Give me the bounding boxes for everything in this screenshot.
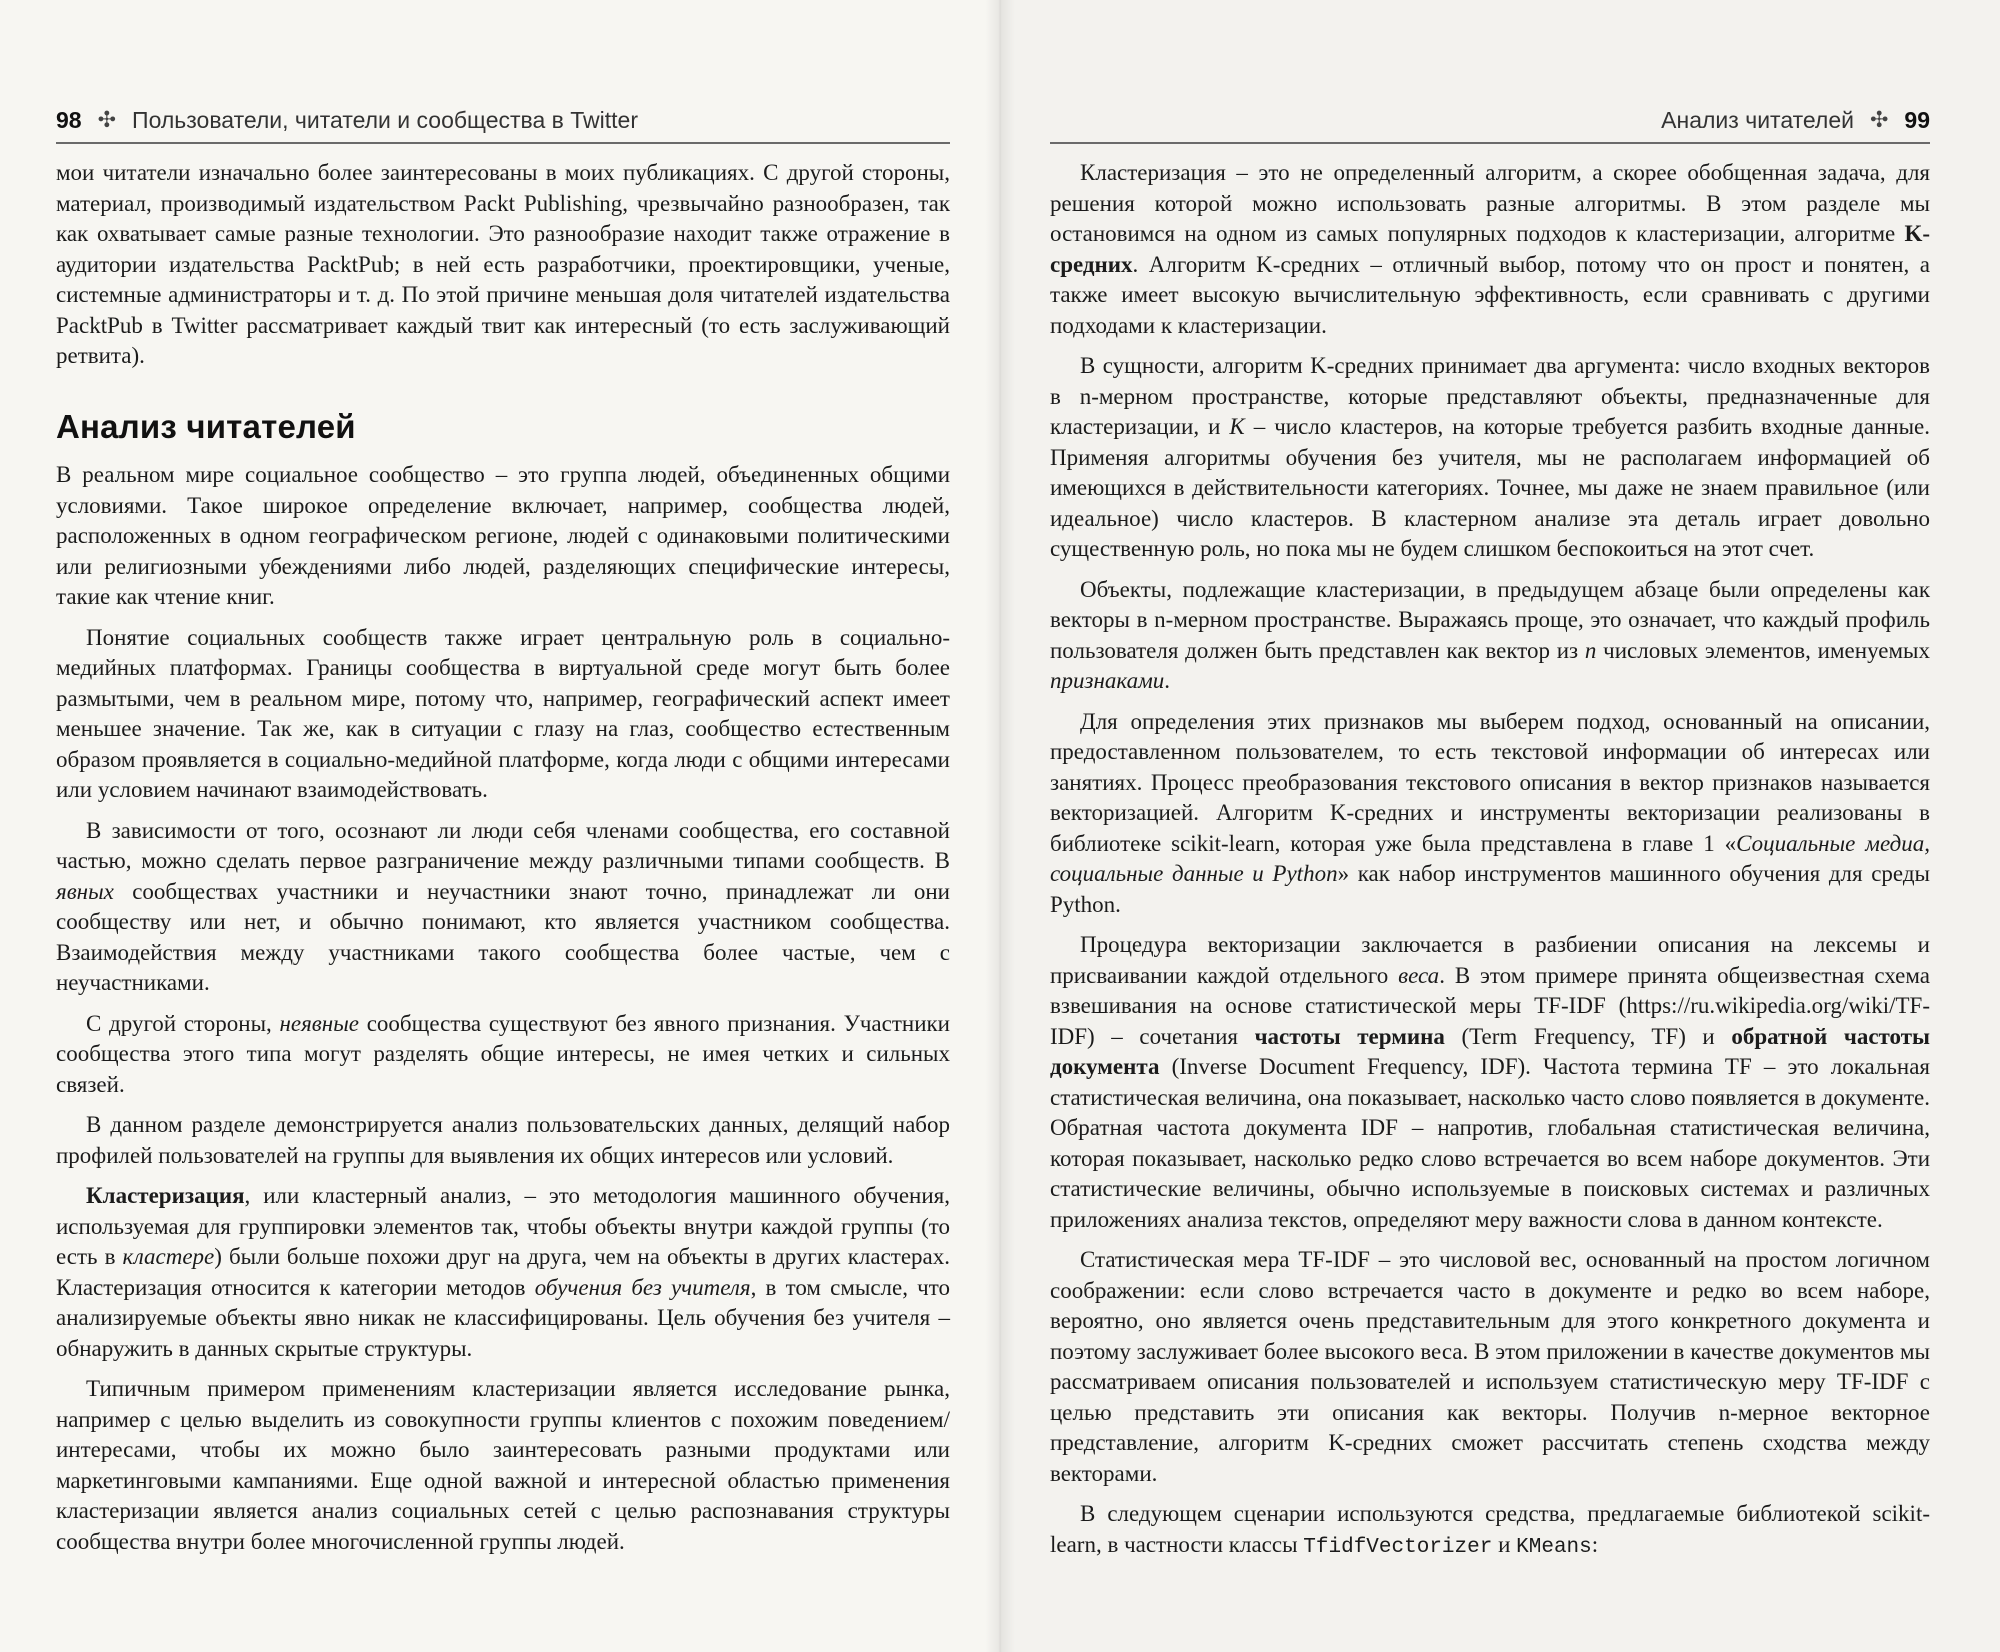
paragraph-essence: В сущности, алгоритм K-средних принимает два аргумента: число входных векторов в n-мерном пространстве, которые представляют объекты, предназначенные для кластеризации, и K – число кластеров, на которые требуется разбить входные данные. Применяя алгоритмы обучения без учителя, мы не располагаем информацией об имеющихся в действительности категориях. Точнее, мы даже не знаем правильное (или идеальное) число кластеров. В кластерном анализе эта деталь играет довольно существенную роль, но пока мы не будем слишком беспокоиться на этот счет. xyxy=(1050,353,1930,561)
left-running-header xyxy=(56,104,950,136)
paragraph-concept: Понятие социальных сообществ также играет центральную роль в социально-медийных платформах. Границы сообщества в виртуальной среде могут быть более размытыми, чем в реальном мире, потому что, например, географический аспект имеет меньшее значение. Так же, как в ситуации с глазу на глаз, сообщество естественным образом проявляется в социально-медийной платформе, когда люди с общими интересами или условием начинают взаимодействовать. xyxy=(56,624,950,802)
paragraph-cluster-task: Кластеризация – это не определенный алгоритм, а скорее обобщенная задача, для решения которой можно использовать разные алгоритмы. В этом разделе мы остановимся на одном из самых популярных подходов к кластеризации, алгоритме K-средних. Алгоритм K-средних – отличный выбор, потому что он прост и понятен, а также имеет высокую вычислительную эффективность, если сравнивать с другими подходами к кластеризации. xyxy=(1050,160,1930,338)
header-bullet-icon: ✣ xyxy=(97,107,117,132)
paragraph-tfidf: Статистическая мера TF-IDF – это числовой вес, основанный на простом логичном соображении: если слово встречается часто в документе и редко во всем наборе, вероятно, оно является очень представительным для этого конкретного документа и поэтому заслуживает более высокого веса. В этом приложении в качестве документов мы рассматриваем описания пользователей и используем статистическую меру TF-IDF с целью представить эти описания как векторы. Получив n-мерное векторное представление, алгоритм K-средних сможет рассчитать степень сходства между векторами. xyxy=(1050,1247,1930,1486)
left-body xyxy=(56,158,950,1557)
right-body xyxy=(1050,158,1930,1563)
paragraph-clustering: Кластеризация, или кластерный анализ, – это методология машинного обучения, используемая для группировки элементов так, чтобы объекты внутри каждой группы (то есть в кластере) были больше похожи друг на друга, чем на объекты в других кластерах. Кластеризация относится к категории методов обучения без учителя, в том смысле, что анализируемые объекты явно никак не классифицированы. Цель обучения без учителя – обнаружить в данных скрытые структуры. xyxy=(56,1183,951,1361)
paragraph-real-world: В реальном мире социальное сообщество – это группа людей, объединенных общими условиями. Такое широкое определение включает, например, сообщества людей, расположенных в одном географическом регионе, людей с одинаковыми политическими или религиозными убеждениями либо людей, разделяющих специфические интересы, такие как чтение книг. xyxy=(56,462,950,609)
term-implicit: неявные xyxy=(279,1010,359,1036)
code-tfidfvectorizer: TfidfVectorizer xyxy=(1303,1535,1493,1559)
right-header-rule xyxy=(1050,142,1930,144)
term-clustering: Кластеризация xyxy=(86,1183,245,1208)
right-running-header xyxy=(1050,104,1930,136)
right-page-number: 99 xyxy=(1904,106,1930,133)
term-features: признаками xyxy=(1050,668,1165,693)
paragraph-next-scenario: В следующем сценарии используются средства, предлагаемые библиотекой scikit-learn, в частности классы TfidfVectorizer и KMeans: xyxy=(1050,1501,1930,1559)
code-kmeans: KMeans xyxy=(1516,1535,1592,1559)
term-tf: частоты термина xyxy=(1254,1023,1445,1049)
term-explicit: явных xyxy=(56,878,114,904)
right-page xyxy=(1000,0,2000,1652)
section-heading: Анализ читателей xyxy=(56,407,356,445)
left-header-rule xyxy=(56,142,950,144)
term-cluster: кластере xyxy=(122,1244,215,1269)
header-bullet-icon: ✣ xyxy=(1869,107,1889,132)
left-page-number: 98 xyxy=(56,106,82,133)
right-header-title: Анализ читателей xyxy=(1661,106,1854,133)
paragraph-implicit: С другой стороны, неявные сообщества существуют без явного признания. Участники сообщества этого типа могут разделять общие интересы, не имея четких и сильных связей. xyxy=(56,1010,950,1097)
chapter-title: Социальные медиа, социальные данные и Python xyxy=(1050,830,1930,886)
paragraph-explicit: В зависимости от того, осознают ли люди себя членами сообщества, его составной частью, можно сделать первое разграничение между различными типами сообществ. В явных сообществах участники и неучастники знают точно, принадлежат ли они сообществу или нет, и обычно понимают, кто является участником сообщества. Взаимодействия между участниками такого сообщества более частые, чем с неучастниками. xyxy=(56,817,950,995)
term-n: n xyxy=(1584,637,1597,663)
term-k-means: K-средних xyxy=(1050,221,1930,277)
term-unsupervised: обучения без учителя xyxy=(534,1274,751,1300)
book-gutter xyxy=(985,0,1015,1652)
paragraph-intro: мои читатели изначально более заинтересованы в моих публикациях. С другой стороны, материал, производимый издательством Packt Publishing, чрезвычайно разнообразен, так как охватывает самые разные технологии. Это разнообразие находит также отражение в аудитории издательства PacktPub; в ней есть разработчики, проектировщики, ученые, системные администраторы и т. д. По этой причине меньшая доля читателей издательства PacktPub в Twitter рассматривает каждый твит как интересный (то есть заслуживающий ретвита). xyxy=(56,160,950,368)
term-idf: обратной частоты документа xyxy=(1050,1023,1931,1079)
paragraph-section-intro: В данном разделе демонстрируется анализ пользовательских данных, делящий набор профилей пользователей на группы для выявления их общих интересов или условий. xyxy=(56,1112,950,1168)
paragraph-vectorization: Процедура векторизации заключается в разбиении описания на лексемы и присваивании каждой отдельного веса. В этом примере принята общеизвестная схема взвешивания на основе статистической меры TF-IDF (https://ru.wikipedia.org/wiki/TF-IDF) – сочетания частоты термина (Term Frequency, TF) и обратной частоты документа (Inverse Document Frequency, IDF). Частота термина TF – это локальная статистическая величина, она показывает, насколько часто слово появляется в документе. Обратная частота документа IDF – напротив, глобальная статистическая величина, которая показывает, насколько редко слово встречается во всем наборе документов. Эти статистические величины, обычно используемые в поисковых системах и различных приложениях анализа текстов, определяют меру важности слова в данном контексте. xyxy=(1050,932,1931,1232)
paragraph-example: Типичным примером применениям кластеризации является исследование рынка, например с целью выделить из совокупности группы клиентов с похожим поведением/интересами, чтобы их можно было заинтересовать разными продуктами или маркетинговыми кампаниями. Еще одной важной и интересной областью применения кластеризации является анализ социальных сетей с целью распознавания структуры сообщества внутри более многочисленной группы людей. xyxy=(56,1376,950,1554)
left-header-title: Пользователи, читатели и сообщества в Twitter xyxy=(132,106,639,133)
paragraph-features: Для определения этих признаков мы выберем подход, основанный на описании, предоставленном пользователем, то есть текстовой информации об интересах или занятиях. Процесс преобразования текстового описания в вектор признаков называется векторизацией. Алгоритм K-средних и инструменты векторизации реализованы в библиотеке scikit-learn, которая уже была представлена в главе 1 «Социальные медиа, социальные данные и Python» как набор инструментов машинного обучения для среды Python. xyxy=(1050,708,1930,917)
term-weight: веса xyxy=(1398,962,1440,988)
paragraph-objects: Объекты, подлежащие кластеризации, в предыдущем абзаце были определены как векторы в n-мерном пространстве. Выражаясь проще, это означает, что каждый профиль пользователя должен быть представлен как вектор из n числовых элементов, именуемых признаками. xyxy=(1050,576,1930,693)
term-k: K xyxy=(1229,414,1245,439)
